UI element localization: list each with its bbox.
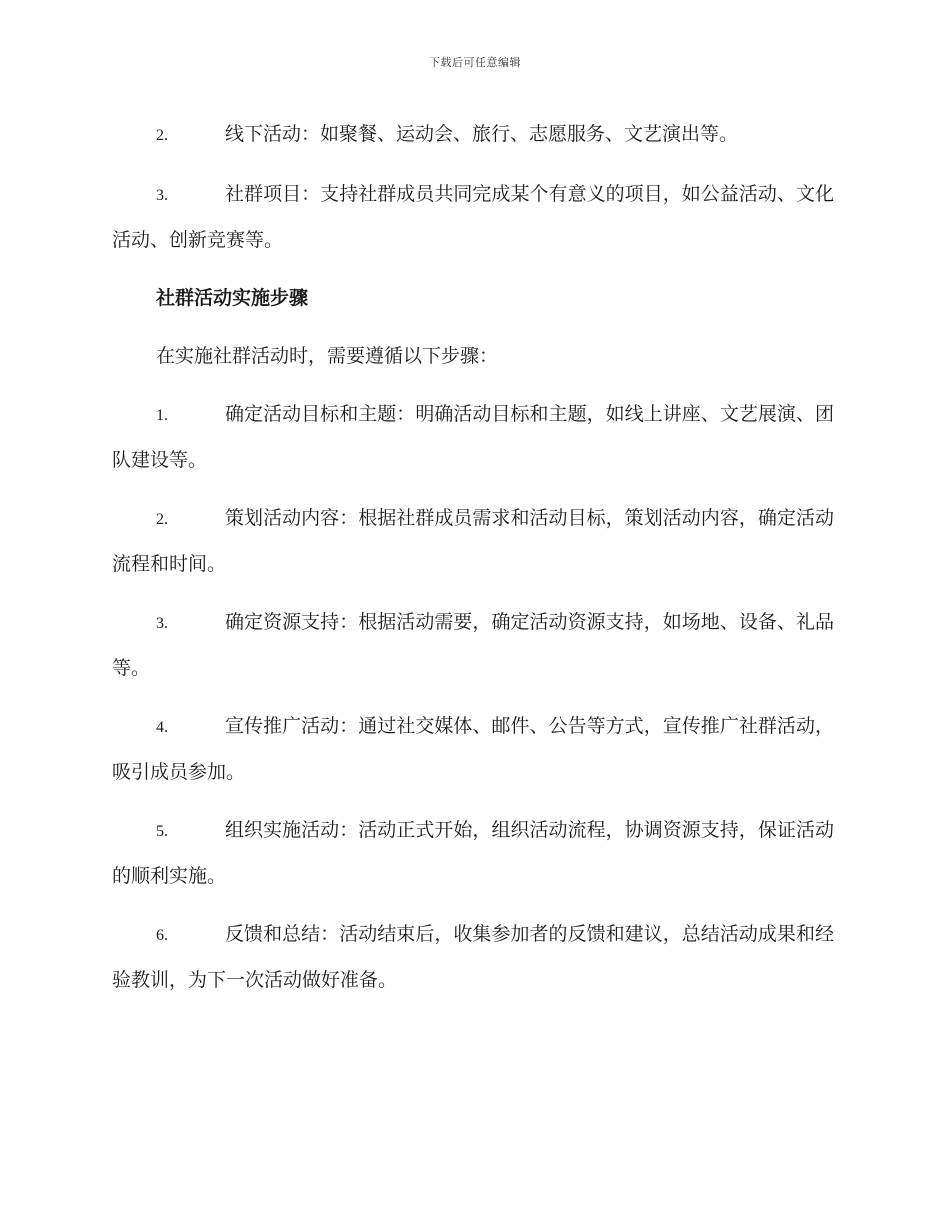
list-item — [112, 172, 834, 262]
step-text: 策划活动内容：根据社群成员需求和活动目标，策划活动内容，确定活动流程和时间。 — [112, 507, 834, 575]
step-item — [112, 496, 834, 586]
step-number: 1. — [156, 407, 168, 424]
step-number: 6. — [156, 927, 168, 944]
list-item — [112, 112, 834, 158]
step-text: 反馈和总结：活动结束后，收集参加者的反馈和建议，总结活动成果和经验教训，为下一次活动做好准备。 — [112, 923, 834, 991]
list-text: 线下活动：如聚餐、运动会、旅行、志愿服务、文艺演出等。 — [225, 123, 739, 145]
document-body — [112, 112, 834, 1016]
list-number: 3. — [156, 187, 168, 204]
step-number: 5. — [156, 823, 168, 840]
step-item — [112, 704, 834, 794]
list-number: 2. — [156, 127, 168, 144]
step-number: 2. — [156, 511, 168, 528]
step-number: 3. — [156, 615, 168, 632]
section-lead: 在实施社群活动时，需要遵循以下步骤： — [156, 345, 499, 367]
step-item — [112, 600, 834, 690]
step-item — [112, 808, 834, 898]
step-number: 4. — [156, 719, 168, 736]
step-text: 宣传推广活动：通过社交媒体、邮件、公告等方式，宣传推广社群活动，吸引成员参加。 — [112, 715, 834, 783]
list-text: 社群项目：支持社群成员共同完成某个有意义的项目，如公益活动、文化活动、创新竞赛等。 — [112, 183, 834, 251]
step-item — [112, 392, 834, 482]
step-text: 确定资源支持：根据活动需要，确定活动资源支持，如场地、设备、礼品等。 — [112, 611, 834, 679]
step-text: 组织实施活动：活动正式开始，组织活动流程，协调资源支持，保证活动的顺利实施。 — [112, 819, 834, 887]
step-item — [112, 912, 834, 1002]
step-text: 确定活动目标和主题：明确活动目标和主题，如线上讲座、文艺展演、团队建设等。 — [112, 403, 834, 471]
section-heading: 社群活动实施步骤 — [156, 287, 309, 309]
page-header: 下载后可任意编辑 — [429, 56, 521, 69]
